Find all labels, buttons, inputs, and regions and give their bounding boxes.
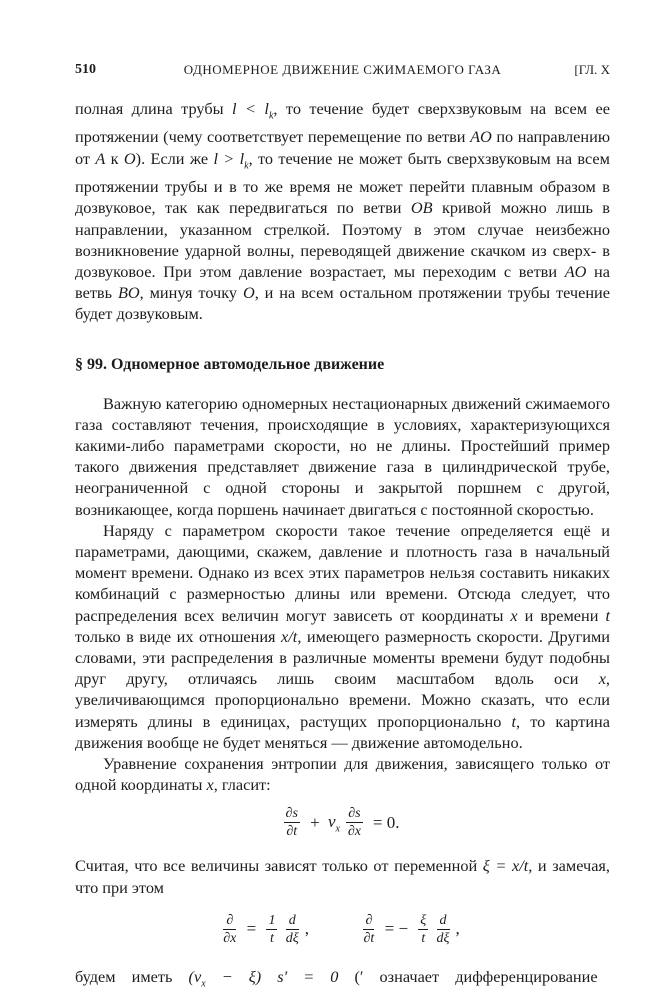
paragraph-similarity: Наряду с параметром скорости такое течение определяется ещё и параметрами, дающими, скажем, давление и плотность газа в начальный момент времени. Однако из всех этих параметров нельзя составить никаких комбинаций с размерностью длины или времени. Отсюда следует, что распределения всех величин могут зависеть от координаты x и времени t только в виде их отношения x/t, имеющего размерность скорости. Другими словами, эти распределения в различные моменты времени будут подобны друг другу, отличаясь лишь своим масштабом вдоль оси x, увеличивающимся пропорционально времени. Можно сказать, что если измерять длины в единицах, растущих пропорционально t, то картина движения вообще не будет меняться — движение автомодельно. (75, 520, 610, 752)
paragraph-continuation: полная длина трубы $l < l_k$, то течение будет сверхзвуковым на всем ее протяжении (чему соответствует перемещение по ветви AO по направлению от A к O). Если же $l > l_k$, то течение не может быть сверхзвуковым на всем протяжении трубы и в то же время не может перейти плавным образом в дозвуковое, так как передвигаться по ветви OB кривой можно лишь в направлении, указанном стрелкой. Поэтому в этом случае неизбежно возникновение ударной волны, переводящей движение скачком из сверх- в дозвуковое. При этом давление возрастает, мы переходим с ветви AO на ветвь BO, минуя точку O, и на всем остальном протяжении трубы течение будет дозвуковым. (75, 99, 610, 324)
paragraph-entropy: Уравнение сохранения энтропии для движения, зависящего только от одной координаты x, гласит: (75, 753, 610, 795)
paragraph-final-line: будем иметь $(v_x - \xi) s' = 0$ (′ означает дифференцирование (75, 966, 598, 990)
fraction-ds-dx: $\frac{\partial s}{\partial x}$ (347, 806, 361, 840)
page-number: 510 (75, 62, 96, 77)
section-heading: § 99. Одномерное автомодельное движение (75, 355, 385, 373)
page-header (75, 62, 610, 84)
paragraph-intro: Важную категорию одномерных нестационарных движений сжимаемого газа составляют течения, происходящие в условиях, характеризующихся какими-либо параметрами скорости, но не длины. Простейший пример такого движения представляет движение газа в цилиндрической трубе, неограниченной с одной стороны и закрытой поршнем с другой, возникающее, когда поршень начинает двигаться с постоянной скоростью. (75, 393, 610, 519)
chapter-label: [ГЛ. X (574, 62, 610, 77)
derivative-relations: $\frac{\partial}{\partial x}$ = $\frac{1}{t}$ $\frac{d}{d\xi}$ , $\frac{\partial}{\partial t}$ = − $\frac{\xi}{t}$ $\frac{d}{d\xi}$ , (223, 912, 460, 946)
fraction-ds-dt: $\frac{\partial s}{\partial t}$ (285, 806, 298, 840)
entropy-equation: $\frac{\partial s}{\partial t}$ + $v_x$ $\frac{\partial s}{\partial x}$ = 0. (285, 806, 400, 840)
page-body (75, 98, 610, 994)
paragraph-variable: Считая, что все величины зависят только от переменной ξ = x/t, и замечая, что при этом (75, 856, 610, 897)
running-title: ОДНОМЕРНОЕ ДВИЖЕНИЕ СЖИМАЕМОГО ГАЗА (183, 62, 502, 77)
